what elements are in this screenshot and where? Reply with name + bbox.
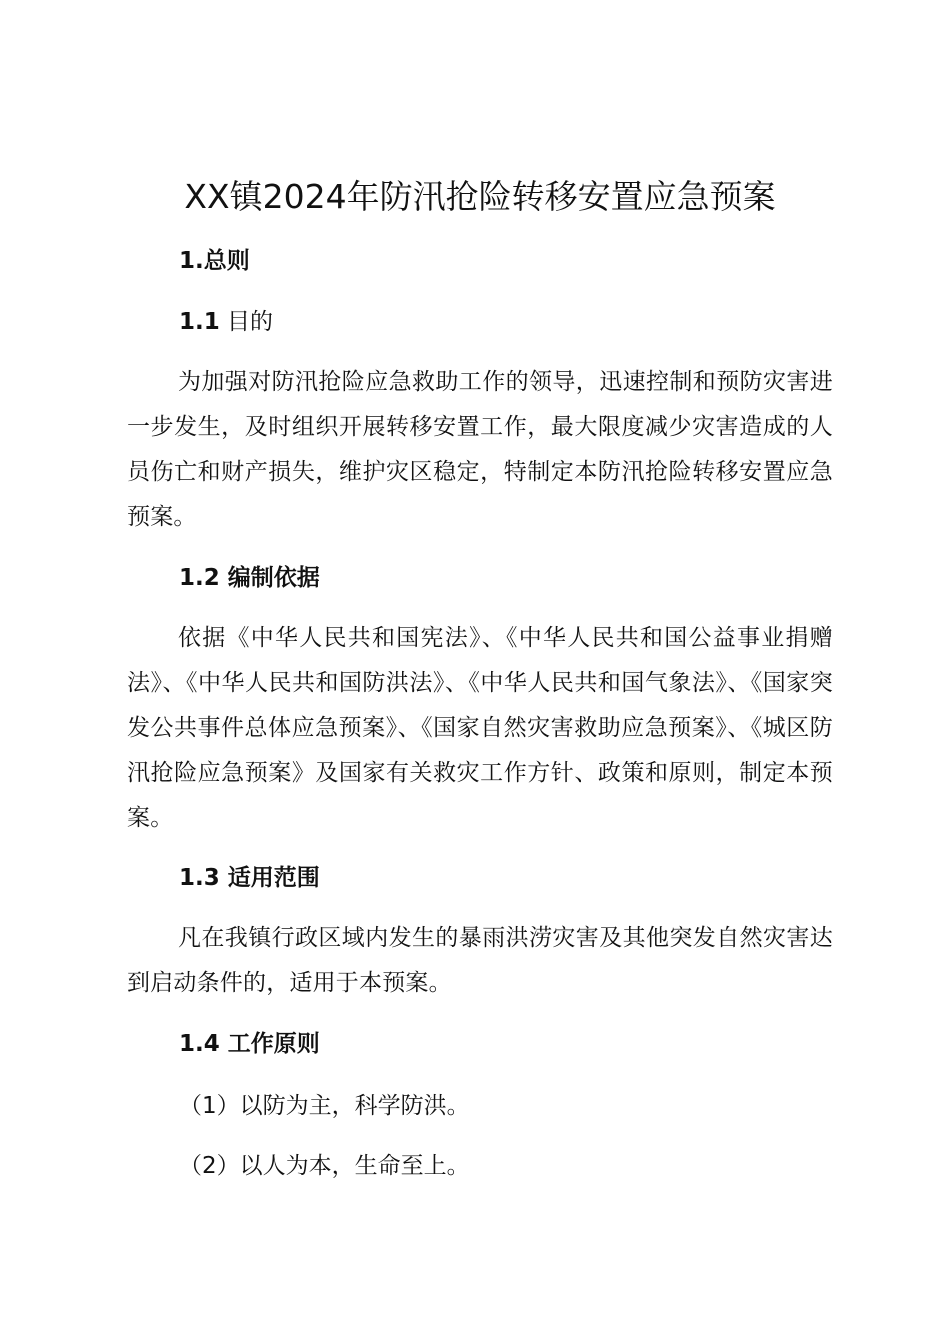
- paragraph-purpose: 为加强对防汛抢险应急救助工作的领导，迅速控制和预防灾害进一步发生，及时组织开展转移安置工作，最大限度减少灾害造成的人员伤亡和财产损失，维护灾区稳定，特制定本防汛抢险转移安置应急预案。: [127, 369, 833, 530]
- section-heading-general: 1.总则: [179, 248, 250, 274]
- section-heading-scope: 1.3 适用范围: [179, 865, 320, 891]
- document-title: XX镇2024年防汛抢险转移安置应急预案: [184, 177, 776, 216]
- section-heading-basis: 1.2 编制依据: [179, 565, 320, 591]
- list-item: （2）以人为本，生命至上。: [179, 1153, 470, 1179]
- list-item: （1）以防为主，科学防洪。: [179, 1093, 470, 1119]
- section-number: 1.1: [179, 309, 220, 335]
- paragraph-scope: 凡在我镇行政区域内发生的暴雨洪涝灾害及其他突发自然灾害达到启动条件的，适用于本预案。: [127, 925, 833, 996]
- section-heading-principles: 1.4 工作原则: [179, 1031, 320, 1057]
- section-heading-purpose: [179, 305, 273, 339]
- paragraph-basis: 依据《中华人民共和国宪法》、《中华人民共和国公益事业捐赠法》、《中华人民共和国防洪法》、《中华人民共和国气象法》、《国家突发公共事件总体应急预案》、《国家自然灾害救助应急预案》、《城区防汛抢险应急预案》及国家有关救灾工作方针、政策和原则，制定本预案。: [127, 625, 833, 831]
- section-label: 目的: [219, 309, 274, 335]
